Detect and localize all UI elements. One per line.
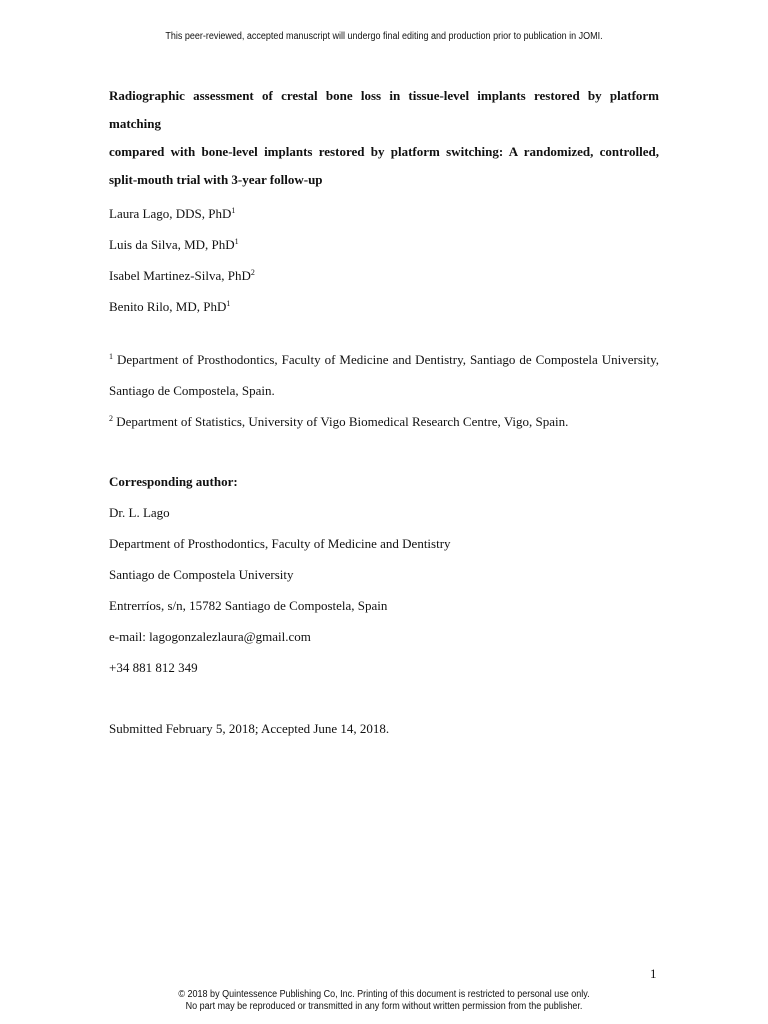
header-note: This peer-reviewed, accepted manuscript will undergo final editing and production prior to publication in JOMI. [165,31,603,42]
affiliation [109,344,659,406]
corresponding-author-university: Santiago de Compostela University [109,567,294,582]
title-line-2: compared with bone-level implants restored by platform switching: A randomized, controlled, [109,144,659,159]
page-number: 1 [650,966,657,981]
submission-dates: Submitted February 5, 2018; Accepted June 14, 2018. [109,721,390,736]
footer-line-1: © 2018 by Quintessence Publishing Co, Inc. Printing of this document is restricted to personal use only. [178,989,590,1000]
author [109,198,659,229]
title-line-1: Radiographic assessment of crestal bone loss in tissue-level implants restored by platform matching [109,88,659,131]
footer-line-2: No part may be reproduced or transmitted in any form without written permission from the publisher. [185,1001,583,1012]
affiliation-text: Department of Prosthodontics, Faculty of Medicine and Dentistry, Santiago de Compostela University, Santiago de Compostela, Spain. [109,352,660,398]
author-name: Benito Rilo, MD, PhD [109,299,227,314]
corresponding-author-phone: +34 881 812 349 [109,660,198,675]
corresponding-author-block [109,466,659,683]
author [109,260,659,291]
corresponding-author-department: Department of Prosthodontics, Faculty of Medicine and Dentistry [109,536,451,551]
affiliation-mark: 2 [109,414,113,423]
affiliation-mark: 1 [109,352,113,361]
corresponding-author-label: Corresponding author: [109,474,238,489]
affiliation [109,406,659,437]
author-name: Laura Lago, DDS, PhD [109,206,232,221]
author-affiliation-mark: 2 [250,268,255,277]
article-title [109,82,659,194]
copyright-footer [38,989,729,1013]
author-affiliation-mark: 1 [231,206,236,215]
author [109,229,659,260]
author-affiliation-mark: 1 [226,299,231,308]
title-line-3: split-mouth trial with 3-year follow-up [109,172,323,187]
author-name: Luis da Silva, MD, PhD [109,237,235,252]
author [109,291,659,322]
corresponding-author-email: e-mail: lagogonzalezlaura@gmail.com [109,629,311,644]
affiliation-text: Department of Statistics, University of Vigo Biomedical Research Centre, Vigo, Spain. [116,414,569,429]
author-list [109,198,659,322]
corresponding-author-name: Dr. L. Lago [109,505,170,520]
corresponding-author-address: Entrerríos, s/n, 15782 Santiago de Compostela, Spain [109,598,388,613]
author-name: Isabel Martinez-Silva, PhD [109,268,251,283]
affiliation-list [109,344,659,437]
author-affiliation-mark: 1 [234,237,239,246]
